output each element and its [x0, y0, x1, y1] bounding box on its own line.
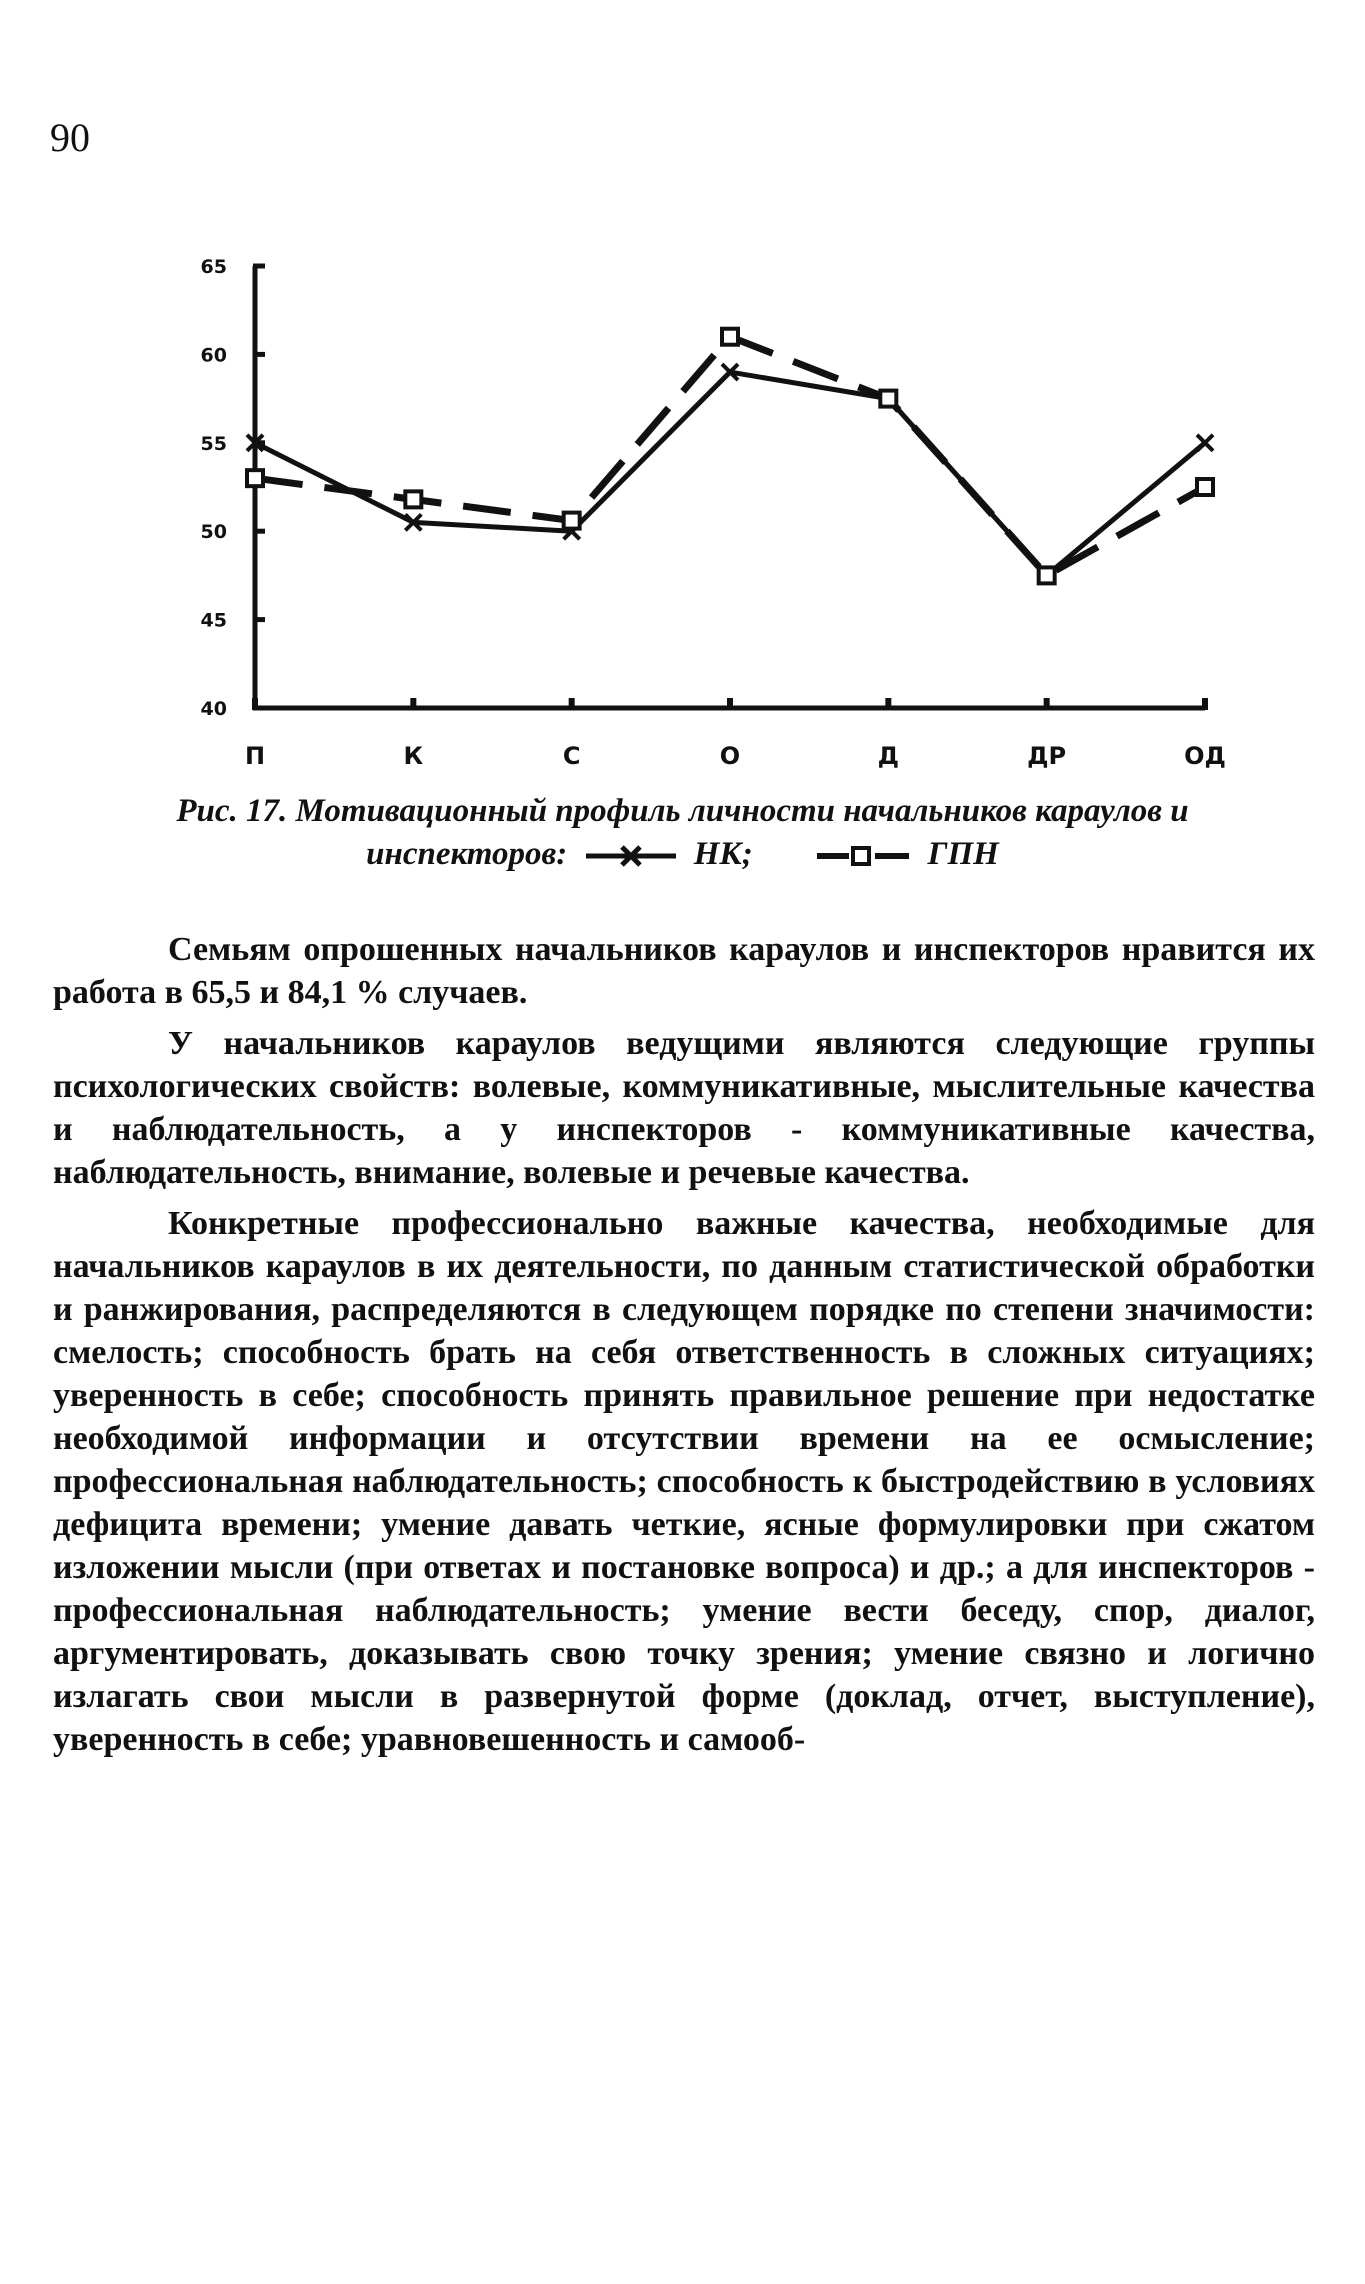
figure-motivation-profile — [0, 0, 1365, 920]
caption-line-1: Рис. 17. Мотивационный профиль личности начальников караулов и — [176, 793, 1189, 829]
x-tick-label: П — [244, 742, 266, 770]
x-tick-label: Д — [877, 742, 900, 770]
y-tick-label: 65 — [200, 256, 227, 278]
y-tick-label: 40 — [200, 698, 227, 720]
point-ГПН — [247, 470, 263, 486]
legend-nk-label: НК; — [693, 836, 753, 872]
legend-gpn-label: ГПН — [927, 836, 999, 872]
x-tick-label: ДР — [1027, 742, 1067, 770]
point-ГПН — [405, 491, 421, 507]
caption-prefix: инспекторов: — [366, 836, 568, 872]
body-text — [53, 928, 1315, 1761]
x-tick-label: С — [562, 742, 581, 770]
series-line-НК — [255, 372, 1205, 575]
point-ГПН — [1039, 567, 1055, 583]
paragraph-1: Семьям опрошенных начальников караулов и инспекторов нравится их работа в 65,5 и 84,1 % случаев. — [53, 931, 1315, 1011]
legend-nk-line-icon — [576, 841, 686, 871]
y-tick-label: 50 — [200, 521, 227, 544]
caption-line-2 — [80, 833, 1285, 876]
x-tick-label: К — [403, 742, 424, 770]
point-ГПН — [1197, 479, 1213, 495]
paragraph-2: У начальников караулов ведущими являются следующие группы психологических свойств: волевые, коммуникативные, мыслительные качества и наблюдательность, а у инспекторов - коммуникативные качества, наблюдательность, внимание, волевые и речевые качества. — [53, 1025, 1315, 1191]
y-tick-label: 45 — [200, 609, 227, 632]
x-tick-label: О — [719, 742, 741, 770]
y-tick-label: 60 — [200, 344, 227, 367]
point-ГПН — [564, 513, 580, 529]
legend-gpn-line-icon — [809, 841, 919, 871]
line-chart — [0, 0, 1365, 790]
x-tick-label: ОД — [1184, 742, 1226, 770]
page-number: 90 — [50, 115, 90, 160]
y-tick-label: 55 — [200, 432, 227, 455]
point-ГПН — [722, 329, 738, 345]
point-НК — [1197, 435, 1213, 451]
point-ГПН — [880, 391, 896, 407]
figure-caption — [80, 790, 1285, 876]
paragraph-3: Конкретные профессионально важные качества, необходимые для начальников караулов в их деятельности, по данным статистической обработки и ранжирования, распределяются в следующем порядке по степени значимости: смелость; способность брать на себя ответственность в сложных ситуациях; уверенность в себе; способность принять правильное решение при недостатке необходимой информации и отсутствии времени на ее осмысление; профессиональная наблюдательность; способность к быстродействию в условиях дефицита времени; умение давать четкие, ясные формулировки при сжатом изложении мысли (при ответах и постановке вопроса) и др.; а для инспекторов - профессиональная наблюдательность; умение вести беседу, спор, диалог, аргументировать, доказывать свою точку зрения; умение связно и логично излагать свои мысли в развернутой форме (доклад, отчет, выступление), уверенность в себе; уравновешенность и самооб- — [53, 1205, 1315, 1758]
